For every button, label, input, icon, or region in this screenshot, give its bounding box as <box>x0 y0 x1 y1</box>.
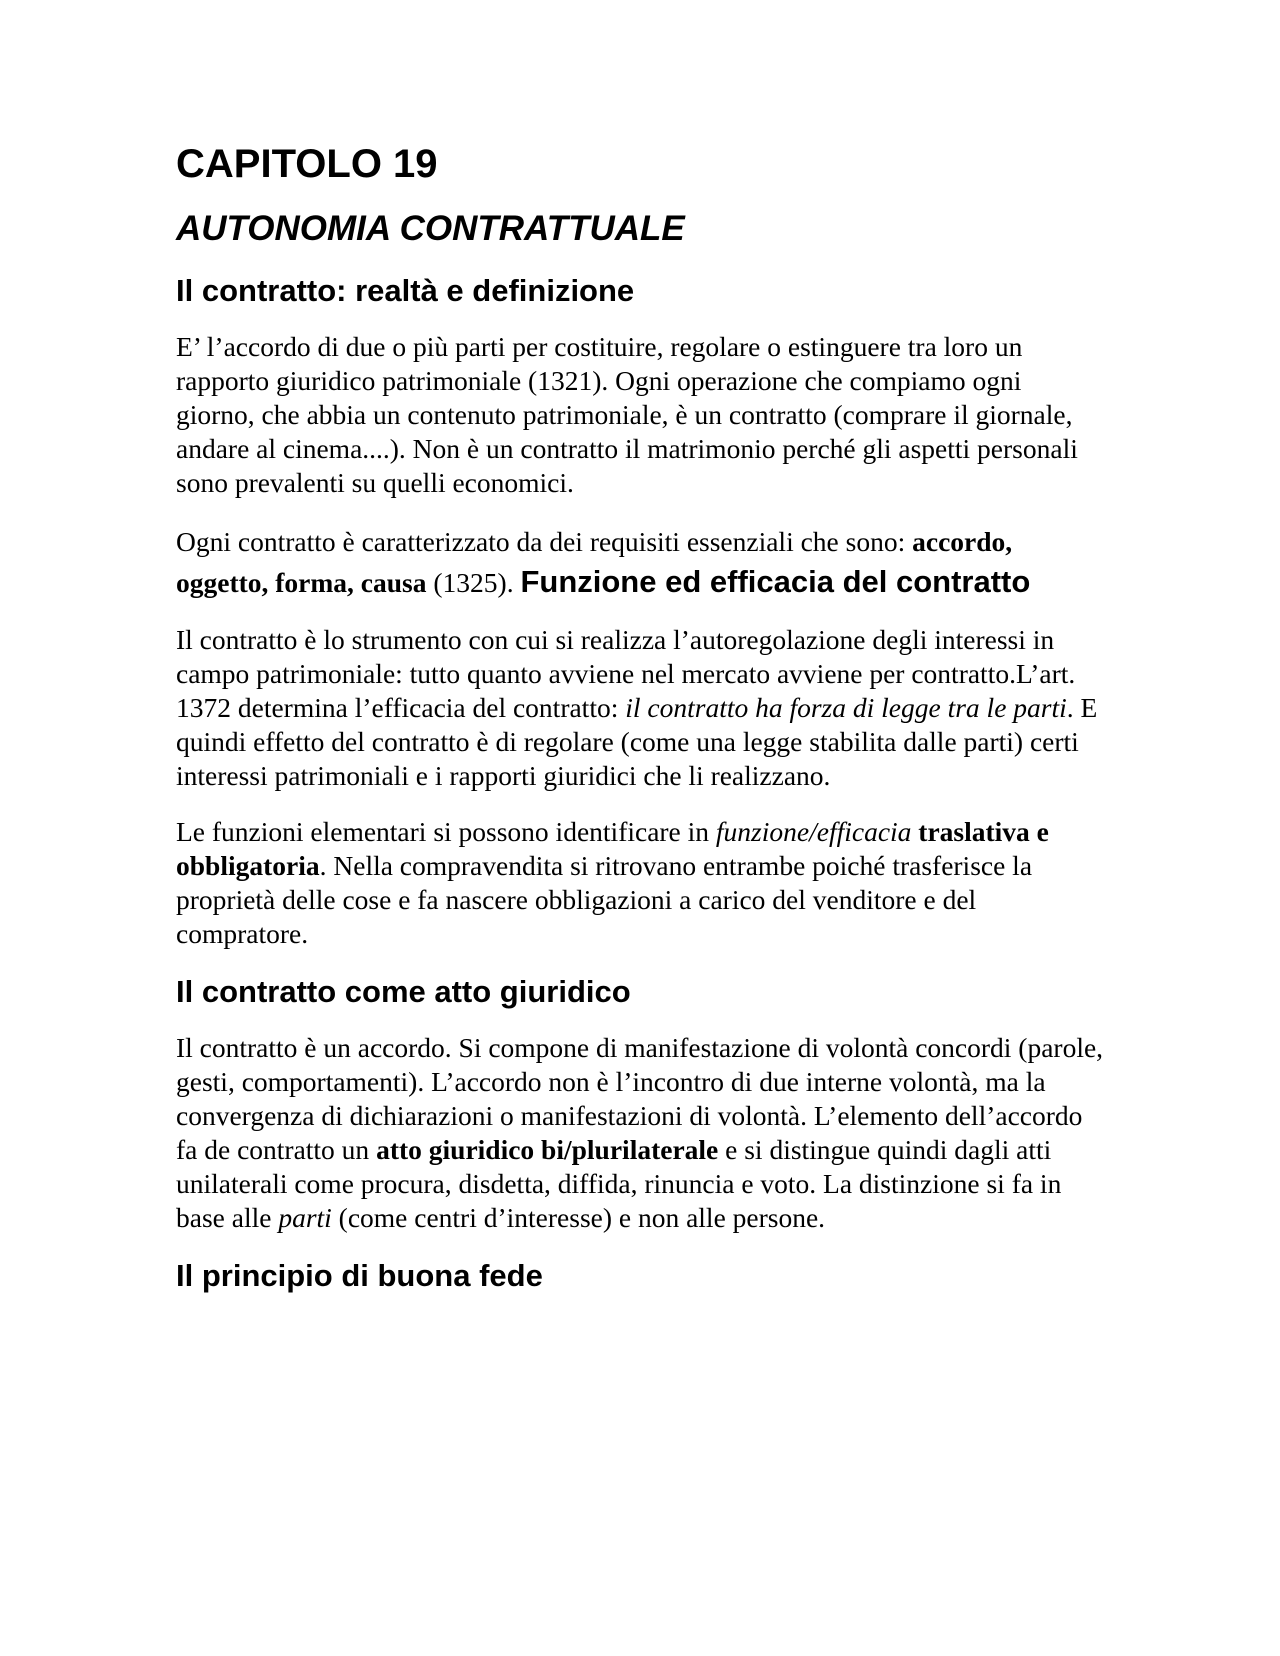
text-run: . E quindi effetto del contratto è di regolare (come una legge stabilita dalle parti) certi interessi patrimoniali e i rapporti giuridici che li realizzano. <box>176 692 1098 791</box>
chapter-title: CAPITOLO 19 <box>176 142 438 186</box>
paragraph-funzione <box>176 623 1106 793</box>
section-heading-atto-giuridico: Il contratto come atto giuridico <box>176 974 631 1009</box>
paragraph-funzioni-elementari <box>176 815 1106 951</box>
bold-requisiti: accordo, oggetto, forma, causa <box>176 526 1013 598</box>
paragraph-atto-giuridico <box>176 1031 1106 1235</box>
section-heading-funzione: Funzione ed efficacia del contratto <box>520 564 1031 599</box>
chapter-subtitle: AUTONOMIA CONTRATTUALE <box>176 209 685 248</box>
section-heading-buona-fede: Il principio di buona fede <box>176 1258 543 1293</box>
text-run: (1325). <box>426 567 521 598</box>
bold-atto-giuridico: atto giuridico bi/plurilaterale <box>376 1134 719 1165</box>
document-page <box>176 140 1106 1315</box>
text-run: Il contratto è lo strumento con cui si realizza l’autoregolazione degli interessi in campo patrimoniale: tutto quanto avviene nel mercato avviene per contratto.L’art. 1372 determina l’efficacia del contratto: <box>176 624 1076 723</box>
text-run: Il contratto è un accordo. Si compone di manifestazione di volontà concordi (parole, gesti, comportamenti). L’accordo non è l’incontro di due interne volontà, ma la convergenza di dichiarazioni o manifestazioni di volontà. L’elemento dell’accordo fa de contratto un <box>176 1032 1104 1165</box>
text-run: e si distingue quindi dagli atti unilaterali come procura, disdetta, diffida, rinuncia e voto. La distinzione si fa in base alle <box>176 1134 1062 1233</box>
text-run: Le funzioni elementari si possono identificare in <box>176 816 716 847</box>
text-run: Ogni contratto è caratterizzato da dei requisiti essenziali che sono: <box>176 526 913 557</box>
italic-forza-legge: il contratto ha forza di legge tra le parti <box>625 692 1067 723</box>
paragraph-requisiti <box>176 522 1106 603</box>
paragraph-definizione: E’ l’accordo di due o più parti per costituire, regolare o estinguere tra loro un rapporto giuridico patrimoniale (1321). Ogni operazione che compiamo ogni giorno, che abbia un contenuto patrimoniale, è un contratto (comprare il giornale, andare al cinema....). Non è un contratto il matrimonio perché gli aspetti personali sono prevalenti su quelli economici. <box>176 331 1078 498</box>
section-heading-definizione: Il contratto: realtà e definizione <box>176 273 635 308</box>
italic-funzione-efficacia: funzione/efficacia <box>715 816 912 847</box>
italic-parti: parti <box>278 1202 332 1233</box>
bold-traslativa: traslativa e obbligatoria <box>176 816 1049 881</box>
text-run: (come centri d’interesse) e non alle persone. <box>331 1202 826 1233</box>
text-run: . Nella compravendita si ritrovano entrambe poiché trasferisce la proprietà delle cose e fa nascere obbligazioni a carico del venditore e del compratore. <box>176 850 1033 949</box>
